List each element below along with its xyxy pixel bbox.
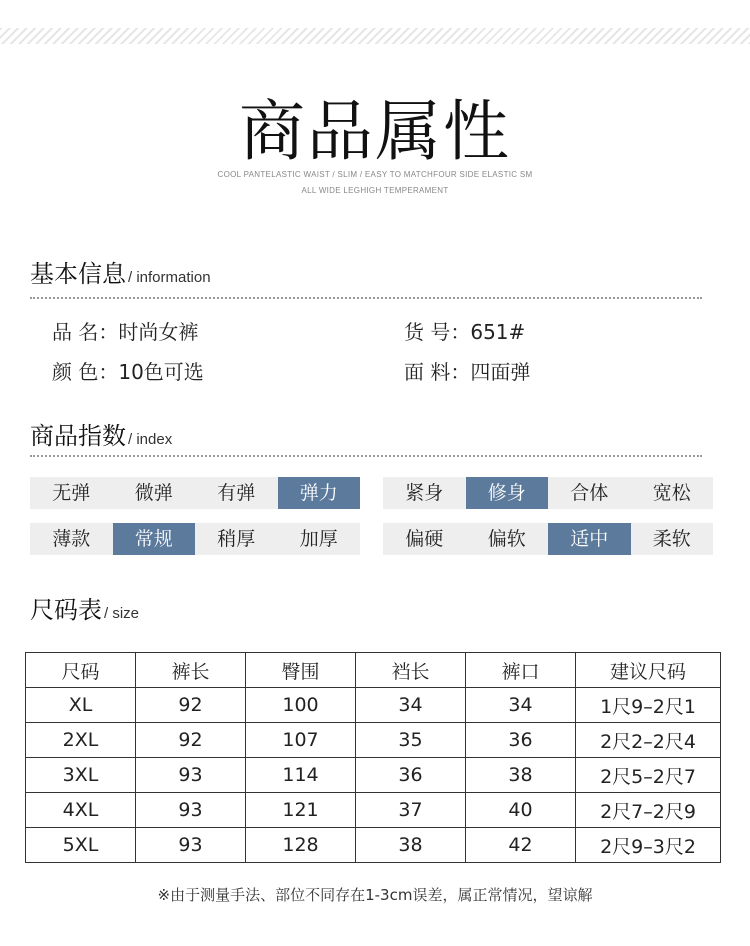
basic-info-subtitle: / information	[128, 269, 211, 286]
table-cell: 107	[246, 723, 356, 758]
header-cell: 裤口	[466, 653, 576, 688]
table-cell: 5XL	[26, 828, 136, 863]
index-option: 宽松	[652, 482, 691, 504]
table-row	[26, 793, 721, 828]
index-option: 薄款	[52, 528, 91, 550]
size-subtitle: / size	[104, 605, 140, 622]
basic-info-heading	[30, 254, 211, 289]
table-cell: 2尺9–3尺2	[576, 828, 721, 863]
page-title: 商品属性	[239, 93, 511, 170]
index-option-selected: 修身	[466, 477, 549, 509]
item-number: 货 号：651#	[404, 320, 526, 344]
index-option: 加厚	[299, 528, 338, 550]
table-cell: 93	[136, 793, 246, 828]
index-option: 微弹	[134, 482, 173, 504]
table-cell: 128	[246, 828, 356, 863]
table-cell: 34	[466, 688, 576, 723]
header-cell: 裆长	[356, 653, 466, 688]
table-cell: 38	[466, 758, 576, 793]
index-option: 偏软	[487, 528, 526, 550]
index-option: 有弹	[217, 482, 256, 504]
index-option: 柔软	[652, 528, 691, 550]
header-cell: 尺码	[26, 653, 136, 688]
table-cell: 114	[246, 758, 356, 793]
table-cell: 92	[136, 723, 246, 758]
table-cell: 34	[356, 688, 466, 723]
header-cell: 建议尺码	[576, 653, 721, 688]
header-cell: 臀围	[246, 653, 356, 688]
table-cell: 4XL	[26, 793, 136, 828]
table-header-row	[26, 653, 721, 688]
decorative-stripe	[0, 28, 750, 44]
subtitle-line-2: ALL WIDE LEGHIGH TEMPERAMENT	[301, 186, 449, 195]
index-option-selected: 适中	[548, 523, 631, 555]
table-cell: 121	[246, 793, 356, 828]
table-cell: 92	[136, 688, 246, 723]
table-cell: 35	[356, 723, 466, 758]
index-heading	[30, 416, 172, 451]
subtitle-line-1: COOL PANTELASTIC WAIST / SLIM / EASY TO MATCHFOUR SIDE ELASTIC SM	[217, 170, 533, 179]
table-cell: 3XL	[26, 758, 136, 793]
table-cell: XL	[26, 688, 136, 723]
size-table	[25, 652, 721, 863]
table-cell: 100	[246, 688, 356, 723]
table-cell: 36	[466, 723, 576, 758]
table-cell: 2尺5–2尺7	[576, 758, 721, 793]
basic-info-title: 基本信息	[30, 260, 126, 288]
dotted-divider	[30, 297, 702, 299]
table-row	[26, 758, 721, 793]
dotted-divider	[30, 455, 702, 457]
index-option: 合体	[570, 482, 609, 504]
index-option: 无弹	[52, 482, 91, 504]
table-cell: 42	[466, 828, 576, 863]
thickness-bar	[30, 523, 360, 555]
index-title: 商品指数	[30, 422, 126, 450]
index-option-selected: 常规	[113, 523, 196, 555]
index-subtitle: / index	[128, 431, 173, 448]
measurement-note: ※由于测量手法、部位不同存在1-3cm误差，属正常情况，望谅解	[157, 886, 593, 904]
table-cell: 37	[356, 793, 466, 828]
size-title: 尺码表	[30, 596, 102, 624]
table-cell: 2XL	[26, 723, 136, 758]
product-fabric: 面 料：四面弹	[404, 360, 531, 384]
table-row	[26, 723, 721, 758]
index-option: 偏硬	[405, 528, 444, 550]
table-cell: 40	[466, 793, 576, 828]
table-cell: 2尺2–2尺4	[576, 723, 721, 758]
table-cell: 36	[356, 758, 466, 793]
index-option: 稍厚	[217, 528, 256, 550]
table-row	[26, 688, 721, 723]
product-color: 颜 色：10色可选	[52, 360, 204, 384]
table-row	[26, 828, 721, 863]
table-cell: 93	[136, 828, 246, 863]
index-option-selected: 弹力	[278, 477, 361, 509]
fit-bar	[383, 477, 713, 509]
table-cell: 1尺9–2尺1	[576, 688, 721, 723]
index-option: 紧身	[405, 482, 444, 504]
table-cell: 93	[136, 758, 246, 793]
table-cell: 38	[356, 828, 466, 863]
table-cell: 2尺7–2尺9	[576, 793, 721, 828]
softness-bar	[383, 523, 713, 555]
elasticity-bar	[30, 477, 360, 509]
header-cell: 裤长	[136, 653, 246, 688]
product-name: 品 名：时尚女裤	[52, 320, 199, 344]
size-heading	[30, 590, 139, 625]
